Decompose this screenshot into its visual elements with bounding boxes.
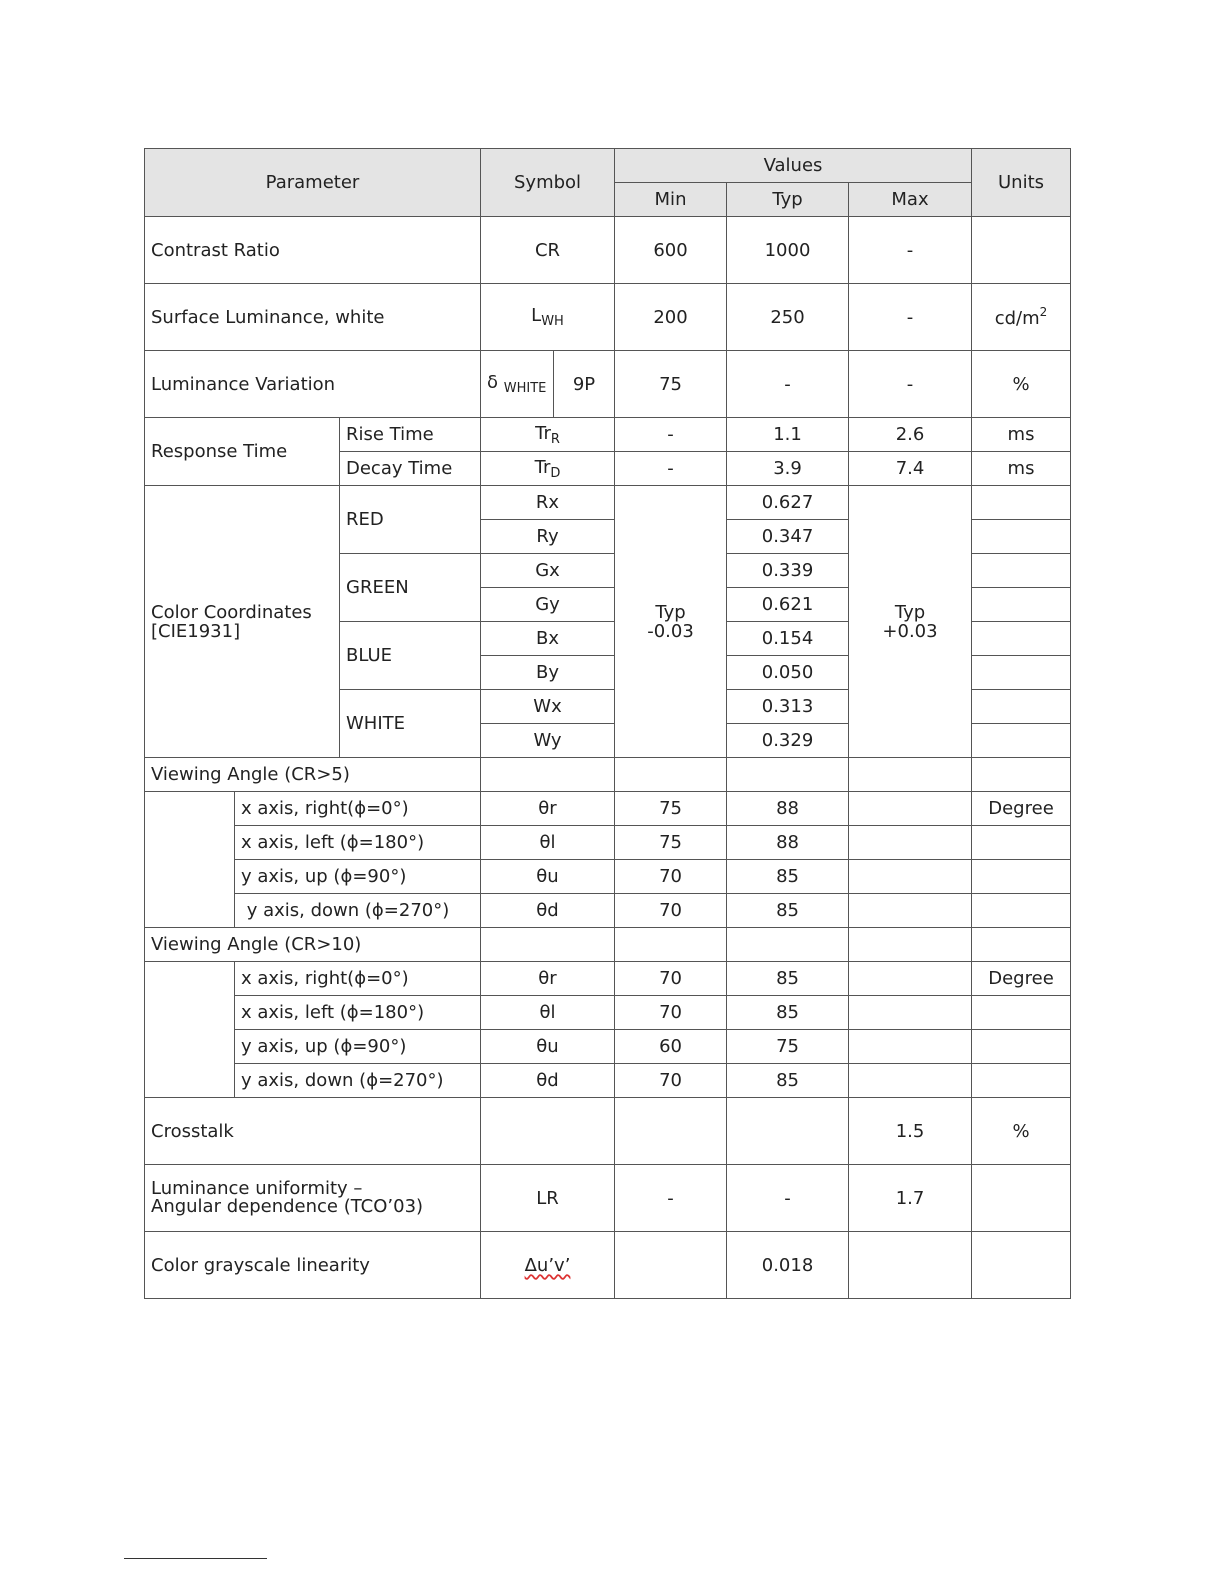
luminance-row	[145, 284, 1071, 351]
color-param	[145, 486, 340, 758]
uniformity-param-line2: Angular dependence (TCO’03)	[151, 1196, 424, 1217]
viewing5-title-row	[145, 758, 1071, 792]
variation-symbol-sub: WHITE	[503, 381, 547, 396]
viewing10-unit	[972, 1030, 1071, 1064]
color-symbol: By	[481, 656, 615, 690]
color-typ: 0.154	[727, 622, 849, 656]
color-group-name: WHITE	[340, 690, 481, 758]
contrast-param: Contrast Ratio	[145, 217, 481, 284]
viewing5-symbol: θu	[481, 860, 615, 894]
viewing5-label: x axis, left (ϕ=180°)	[235, 826, 481, 860]
color-group-name: GREEN	[340, 554, 481, 622]
luminance-symbol-main: L	[531, 305, 542, 326]
uniformity-min: -	[615, 1165, 727, 1232]
response-decay-symbol	[481, 452, 615, 486]
viewing10-label: x axis, left (ϕ=180°)	[235, 996, 481, 1030]
header-units: Units	[972, 149, 1071, 217]
luminance-symbol	[481, 284, 615, 351]
contrast-min: 600	[615, 217, 727, 284]
crosstalk-param: Crosstalk	[145, 1098, 481, 1165]
response-rise-typ: 1.1	[727, 418, 849, 452]
color-unit	[972, 588, 1071, 622]
viewing10-typ: 75	[727, 1030, 849, 1064]
viewing5-typ: 88	[727, 826, 849, 860]
viewing10-max	[849, 1064, 972, 1098]
header-symbol: Symbol	[481, 149, 615, 217]
viewing5-indent	[145, 792, 235, 928]
empty-cell	[615, 928, 727, 962]
luminance-symbol-sub: WH	[541, 314, 564, 329]
response-param: Response Time	[145, 418, 340, 486]
color-unit	[972, 486, 1071, 520]
rise-symbol-sub: R	[550, 431, 560, 447]
viewing10-label: x axis, right(ϕ=0°)	[235, 962, 481, 996]
header-typ: Typ	[727, 183, 849, 217]
footnote-rule	[124, 1558, 267, 1559]
luminance-max: -	[849, 284, 972, 351]
viewing10-symbol: θl	[481, 996, 615, 1030]
variation-min: 75	[615, 351, 727, 418]
color-typ: 0.313	[727, 690, 849, 724]
color-typ: 0.621	[727, 588, 849, 622]
viewing10-symbol: θr	[481, 962, 615, 996]
viewing10-symbol: θd	[481, 1064, 615, 1098]
viewing10-row	[145, 962, 1071, 996]
viewing10-min: 60	[615, 1030, 727, 1064]
grayscale-param: Color grayscale linearity	[145, 1232, 481, 1299]
grayscale-symbol-text: Δu’v’	[524, 1254, 571, 1276]
response-rise-row	[145, 418, 1071, 452]
grayscale-row	[145, 1232, 1071, 1299]
viewing10-title: Viewing Angle (CR>10)	[145, 928, 481, 962]
viewing5-symbol: θl	[481, 826, 615, 860]
crosstalk-typ	[727, 1098, 849, 1165]
header-parameter: Parameter	[145, 149, 481, 217]
viewing10-max	[849, 962, 972, 996]
color-typ: 0.050	[727, 656, 849, 690]
viewing5-label: y axis, up (ϕ=90°)	[235, 860, 481, 894]
viewing5-unit	[972, 860, 1071, 894]
uniformity-typ: -	[727, 1165, 849, 1232]
empty-cell	[727, 758, 849, 792]
empty-cell	[727, 928, 849, 962]
uniformity-max: 1.7	[849, 1165, 972, 1232]
viewing5-min: 70	[615, 894, 727, 928]
color-symbol: Rx	[481, 486, 615, 520]
color-unit	[972, 554, 1071, 588]
uniformity-unit	[972, 1165, 1071, 1232]
viewing10-typ: 85	[727, 996, 849, 1030]
viewing10-row	[145, 996, 1071, 1030]
contrast-max: -	[849, 217, 972, 284]
viewing10-label: y axis, down (ϕ=270°)	[235, 1064, 481, 1098]
viewing5-row	[145, 860, 1071, 894]
luminance-min: 200	[615, 284, 727, 351]
viewing10-unit	[972, 996, 1071, 1030]
color-unit	[972, 520, 1071, 554]
viewing10-symbol: θu	[481, 1030, 615, 1064]
variation-symbol-extra: 9P	[554, 351, 615, 418]
viewing5-typ: 85	[727, 860, 849, 894]
color-max-line1: Typ	[894, 601, 926, 623]
viewing5-row	[145, 792, 1071, 826]
viewing10-min: 70	[615, 962, 727, 996]
viewing5-unit: Degree	[972, 792, 1071, 826]
viewing5-max	[849, 826, 972, 860]
viewing5-label: y axis, down (ϕ=270°)	[235, 894, 481, 928]
viewing5-title: Viewing Angle (CR>5)	[145, 758, 481, 792]
variation-param: Luminance Variation	[145, 351, 481, 418]
color-min-line1: Typ	[655, 601, 686, 623]
color-typ: 0.627	[727, 486, 849, 520]
response-rise-unit: ms	[972, 418, 1071, 452]
viewing5-min: 75	[615, 826, 727, 860]
grayscale-unit	[972, 1232, 1071, 1299]
color-symbol: Bx	[481, 622, 615, 656]
contrast-typ: 1000	[727, 217, 849, 284]
color-min	[615, 486, 727, 758]
crosstalk-min	[615, 1098, 727, 1165]
viewing10-label: y axis, up (ϕ=90°)	[235, 1030, 481, 1064]
color-row	[145, 486, 1071, 520]
variation-typ: -	[727, 351, 849, 418]
luminance-param: Surface Luminance, white	[145, 284, 481, 351]
viewing10-max	[849, 1030, 972, 1064]
variation-unit: %	[972, 351, 1071, 418]
color-param-line1: Color Coordinates	[151, 601, 312, 623]
uniformity-param	[145, 1165, 481, 1232]
crosstalk-symbol	[481, 1098, 615, 1165]
contrast-unit	[972, 217, 1071, 284]
spec-table	[144, 148, 1071, 1299]
viewing5-typ: 88	[727, 792, 849, 826]
color-symbol: Gx	[481, 554, 615, 588]
luminance-unit	[972, 284, 1071, 351]
viewing10-row	[145, 1064, 1071, 1098]
grayscale-min	[615, 1232, 727, 1299]
response-rise-min: -	[615, 418, 727, 452]
color-unit	[972, 690, 1071, 724]
variation-symbol-main: δ	[487, 372, 499, 393]
color-typ: 0.347	[727, 520, 849, 554]
contrast-symbol: CR	[481, 217, 615, 284]
viewing5-max	[849, 894, 972, 928]
viewing10-indent	[145, 962, 235, 1098]
color-typ: 0.329	[727, 724, 849, 758]
color-param-line2: [CIE1931]	[151, 620, 241, 642]
decay-symbol-main: Tr	[534, 456, 551, 478]
response-rise-max: 2.6	[849, 418, 972, 452]
viewing5-label: x axis, right(ϕ=0°)	[235, 792, 481, 826]
color-min-line2: -0.03	[647, 620, 694, 642]
uniformity-param-line1: Luminance uniformity –	[151, 1178, 363, 1199]
luminance-typ: 250	[727, 284, 849, 351]
empty-cell	[481, 758, 615, 792]
response-rise-symbol	[481, 418, 615, 452]
color-unit	[972, 656, 1071, 690]
empty-cell	[849, 928, 972, 962]
viewing10-min: 70	[615, 1064, 727, 1098]
empty-cell	[481, 928, 615, 962]
variation-symbol	[481, 351, 554, 418]
luminance-unit-main: cd/m	[994, 308, 1040, 329]
color-unit	[972, 724, 1071, 758]
color-typ: 0.339	[727, 554, 849, 588]
color-group-name: RED	[340, 486, 481, 554]
color-symbol: Wx	[481, 690, 615, 724]
response-decay-min: -	[615, 452, 727, 486]
viewing10-unit	[972, 1064, 1071, 1098]
crosstalk-unit: %	[972, 1098, 1071, 1165]
viewing5-row	[145, 894, 1071, 928]
decay-symbol-sub: D	[550, 465, 561, 481]
color-unit	[972, 622, 1071, 656]
viewing10-typ: 85	[727, 962, 849, 996]
viewing10-min: 70	[615, 996, 727, 1030]
empty-cell	[972, 928, 1071, 962]
color-max	[849, 486, 972, 758]
crosstalk-row	[145, 1098, 1071, 1165]
luminance-unit-sup: 2	[1039, 305, 1048, 319]
response-rise-label: Rise Time	[340, 418, 481, 452]
viewing5-min: 70	[615, 860, 727, 894]
header-min: Min	[615, 183, 727, 217]
viewing5-typ: 85	[727, 894, 849, 928]
viewing5-max	[849, 792, 972, 826]
color-max-line2: +0.03	[882, 620, 938, 642]
viewing5-symbol: θd	[481, 894, 615, 928]
viewing10-max	[849, 996, 972, 1030]
variation-row	[145, 351, 1071, 418]
grayscale-max	[849, 1232, 972, 1299]
rise-symbol-main: Tr	[535, 422, 551, 444]
viewing10-unit: Degree	[972, 962, 1071, 996]
response-decay-label: Decay Time	[340, 452, 481, 486]
header-row	[145, 149, 1071, 183]
uniformity-symbol: LR	[481, 1165, 615, 1232]
viewing5-row	[145, 826, 1071, 860]
empty-cell	[615, 758, 727, 792]
viewing5-unit	[972, 894, 1071, 928]
color-symbol: Wy	[481, 724, 615, 758]
viewing5-symbol: θr	[481, 792, 615, 826]
crosstalk-max: 1.5	[849, 1098, 972, 1165]
contrast-row	[145, 217, 1071, 284]
viewing5-min: 75	[615, 792, 727, 826]
uniformity-row	[145, 1165, 1071, 1232]
variation-max: -	[849, 351, 972, 418]
grayscale-symbol	[481, 1232, 615, 1299]
viewing10-row	[145, 1030, 1071, 1064]
viewing10-typ: 85	[727, 1064, 849, 1098]
color-group-name: BLUE	[340, 622, 481, 690]
response-decay-unit: ms	[972, 452, 1071, 486]
viewing10-title-row	[145, 928, 1071, 962]
header-values: Values	[615, 149, 972, 183]
response-decay-max: 7.4	[849, 452, 972, 486]
empty-cell	[972, 758, 1071, 792]
grayscale-typ: 0.018	[727, 1232, 849, 1299]
color-symbol: Ry	[481, 520, 615, 554]
header-max: Max	[849, 183, 972, 217]
response-decay-typ: 3.9	[727, 452, 849, 486]
viewing5-unit	[972, 826, 1071, 860]
color-symbol: Gy	[481, 588, 615, 622]
viewing5-max	[849, 860, 972, 894]
empty-cell	[849, 758, 972, 792]
